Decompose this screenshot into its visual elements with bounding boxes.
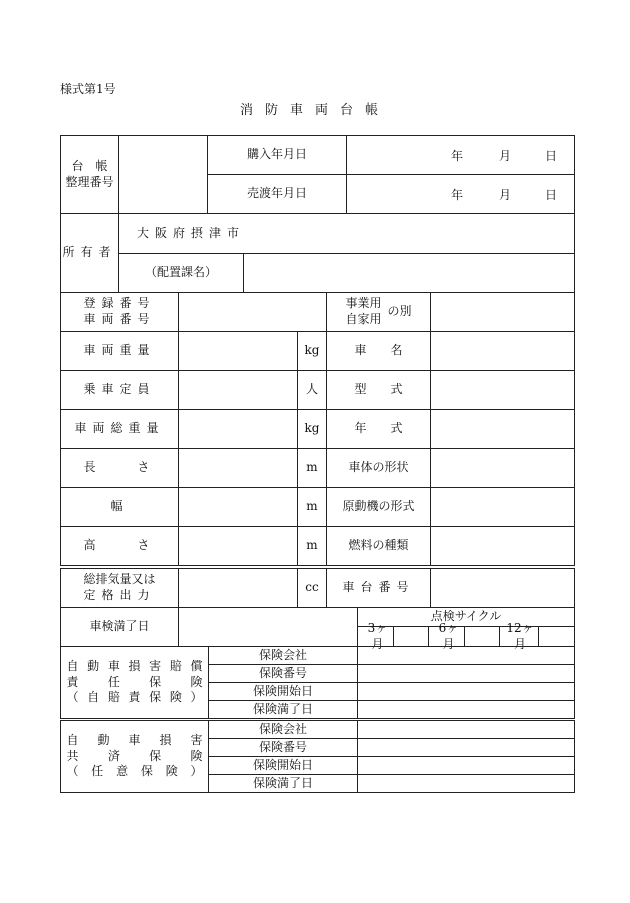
business-use-label: 事業用 bbox=[345, 296, 382, 311]
model-year-field[interactable] bbox=[430, 409, 575, 449]
displacement-label bbox=[60, 568, 179, 608]
engine-type-label: 原動機の形式 bbox=[326, 487, 431, 527]
department-label: （配置課名） bbox=[118, 253, 244, 293]
compulsory-insurance-label-2: 責任保険 bbox=[66, 674, 203, 689]
gross-weight-label: 車両総重量 bbox=[60, 409, 179, 449]
compulsory-insurance-company-label: 保険会社 bbox=[208, 646, 358, 665]
seating-capacity-unit: 人 bbox=[297, 370, 327, 410]
voluntary-insurance-start-date-field[interactable] bbox=[357, 756, 575, 775]
chassis-number-label: 車台番号 bbox=[326, 568, 431, 608]
model-label: 型 式 bbox=[326, 370, 431, 410]
compulsory-insurance-expiry-date-field[interactable] bbox=[357, 700, 575, 719]
fuel-type-field[interactable] bbox=[430, 526, 575, 566]
month-label: 月 bbox=[499, 149, 512, 163]
vehicle-weight-field[interactable] bbox=[178, 331, 298, 371]
vehicle-name-field[interactable] bbox=[430, 331, 575, 371]
vehicle-weight-label: 車両重量 bbox=[60, 331, 179, 371]
compulsory-insurance-expiry-date-label: 保険満了日 bbox=[208, 700, 358, 719]
inspection-expiry-label: 車検満了日 bbox=[60, 607, 179, 647]
model-year-label: 年 式 bbox=[326, 409, 431, 449]
seating-capacity-field[interactable] bbox=[178, 370, 298, 410]
registration-number-label bbox=[60, 292, 179, 332]
compulsory-insurance-company-field[interactable] bbox=[357, 646, 575, 665]
business-private-field[interactable] bbox=[430, 292, 575, 332]
form-number: 様式第1号 bbox=[60, 82, 116, 96]
registration-number-field[interactable] bbox=[178, 292, 327, 332]
height-field[interactable] bbox=[178, 526, 298, 566]
transfer-date-field[interactable] bbox=[346, 174, 575, 214]
chassis-number-field[interactable] bbox=[430, 568, 575, 608]
voluntary-insurance-expiry-date-label: 保険満了日 bbox=[208, 774, 358, 793]
width-label: 幅 bbox=[60, 487, 179, 527]
purchase-date-label: 購入年月日 bbox=[207, 135, 347, 175]
displacement-label-1: 総排気量又は bbox=[83, 572, 156, 587]
year-label: 年 bbox=[451, 149, 464, 163]
owner-name: 大阪府摂津市 bbox=[118, 213, 575, 254]
compulsory-insurance-number-label: 保険番号 bbox=[208, 664, 358, 683]
displacement-label-2: 定格出力 bbox=[83, 588, 156, 602]
voluntary-insurance-label-3: （任意保険） bbox=[66, 764, 203, 779]
owner-label: 所有者 bbox=[60, 213, 119, 293]
height-label: 高 さ bbox=[60, 526, 179, 566]
private-use-label: 自家用 bbox=[345, 312, 382, 326]
voluntary-insurance-label bbox=[60, 720, 209, 793]
inspection-cycle-label: 点検サイクル bbox=[357, 607, 575, 627]
height-unit: m bbox=[297, 526, 327, 566]
voluntary-insurance-start-date-label: 保険開始日 bbox=[208, 756, 358, 775]
voluntary-insurance-company-field[interactable] bbox=[357, 720, 575, 739]
compulsory-insurance-number-field[interactable] bbox=[357, 664, 575, 683]
cycle-12-months-label: 12ヶ月 bbox=[499, 626, 539, 647]
cycle-12-months-field[interactable] bbox=[538, 626, 575, 647]
cycle-3-months-label: 3ヶ月 bbox=[357, 626, 394, 647]
compulsory-insurance-label-3: （自賠責保険） bbox=[66, 690, 203, 705]
voluntary-insurance-company-label: 保険会社 bbox=[208, 720, 358, 739]
voluntary-insurance-number-label: 保険番号 bbox=[208, 738, 358, 757]
ledger-number-field[interactable] bbox=[118, 135, 208, 214]
transfer-date-label: 売渡年月日 bbox=[207, 174, 347, 214]
width-field[interactable] bbox=[178, 487, 298, 527]
month-label: 月 bbox=[499, 188, 512, 202]
displacement-unit: cc bbox=[297, 568, 327, 608]
body-shape-field[interactable] bbox=[430, 448, 575, 488]
cycle-6-months-field[interactable] bbox=[464, 626, 500, 647]
voluntary-insurance-expiry-date-field[interactable] bbox=[357, 774, 575, 793]
gross-weight-field[interactable] bbox=[178, 409, 298, 449]
year-label: 年 bbox=[451, 188, 464, 202]
distinction-label: の別 bbox=[387, 304, 412, 319]
registration-label-1: 登録番号 bbox=[83, 296, 156, 311]
ledger-number-label bbox=[60, 135, 119, 214]
cycle-6-months-label: 6ヶ月 bbox=[428, 626, 465, 647]
voluntary-insurance-label-2: 共済保険 bbox=[66, 748, 203, 763]
registration-label-2: 車両番号 bbox=[83, 312, 156, 326]
model-field[interactable] bbox=[430, 370, 575, 410]
business-private-label bbox=[326, 292, 431, 332]
vehicle-name-label: 車 名 bbox=[326, 331, 431, 371]
width-unit: m bbox=[297, 487, 327, 527]
cycle-3-months-field[interactable] bbox=[393, 626, 429, 647]
fuel-type-label: 燃料の種類 bbox=[326, 526, 431, 566]
vehicle-weight-unit: kg bbox=[297, 331, 327, 371]
displacement-field[interactable] bbox=[178, 568, 298, 608]
length-field[interactable] bbox=[178, 448, 298, 488]
compulsory-insurance-label-1: 自動車損害賠償 bbox=[66, 659, 203, 674]
department-field[interactable] bbox=[243, 253, 575, 293]
ledger-number-label-1: 台 帳 bbox=[71, 158, 108, 173]
purchase-date-field[interactable] bbox=[346, 135, 575, 175]
length-unit: m bbox=[297, 448, 327, 488]
length-label: 長 さ bbox=[60, 448, 179, 488]
gross-weight-unit: kg bbox=[297, 409, 327, 449]
voluntary-insurance-label-1: 自動車損害 bbox=[66, 733, 203, 748]
seating-capacity-label: 乗車定員 bbox=[60, 370, 179, 410]
compulsory-insurance-label bbox=[60, 646, 209, 719]
inspection-expiry-field[interactable] bbox=[178, 607, 358, 647]
page-title: 消防車両台帳 bbox=[239, 103, 390, 118]
compulsory-insurance-start-date-label: 保険開始日 bbox=[208, 682, 358, 701]
ledger-number-label-2: 整理番号 bbox=[65, 174, 114, 189]
compulsory-insurance-start-date-field[interactable] bbox=[357, 682, 575, 701]
body-shape-label: 車体の形状 bbox=[326, 448, 431, 488]
engine-type-field[interactable] bbox=[430, 487, 575, 527]
day-label: 日 bbox=[545, 188, 558, 202]
day-label: 日 bbox=[545, 149, 558, 163]
voluntary-insurance-number-field[interactable] bbox=[357, 738, 575, 757]
